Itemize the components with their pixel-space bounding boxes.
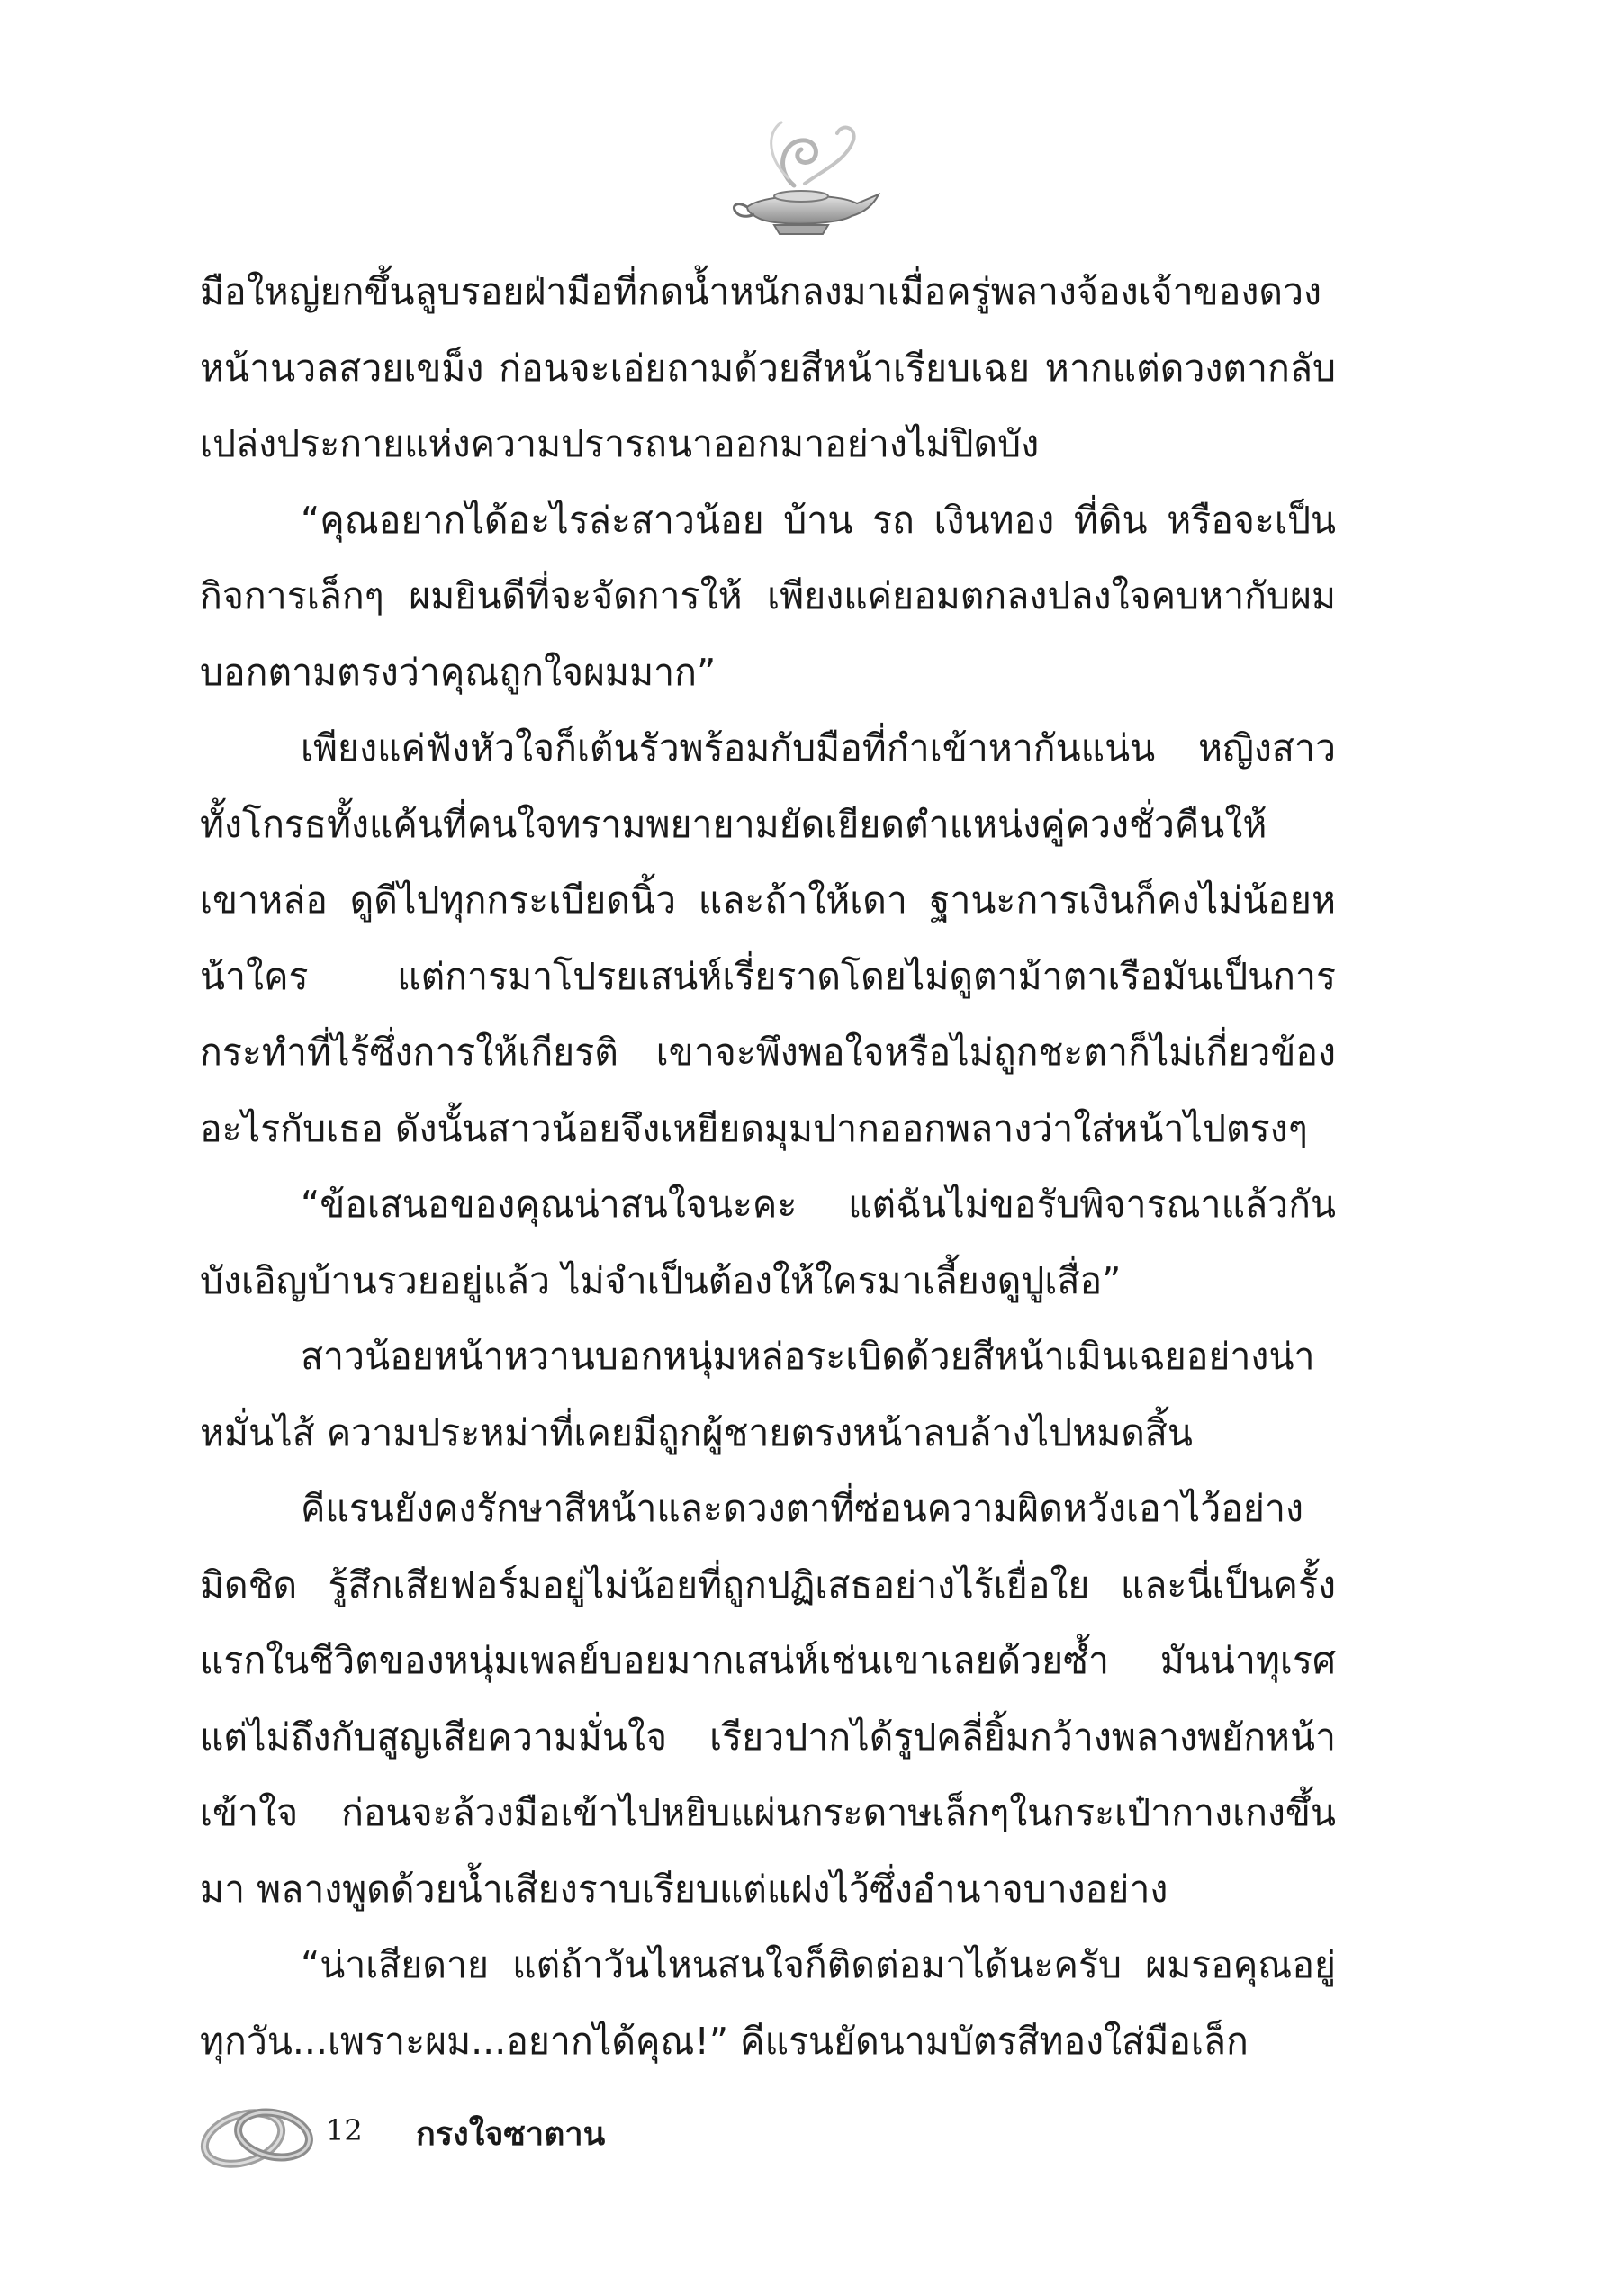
paragraph: มือใหญ่ยกขึ้นลูบรอยฝ่ามือที่กดน้ำหนักลงมาเมื่อครู่พลางจ้องเจ้าของดวงหน้านวลสวยเขม็ง ก่อนจะเอ่ยถามด้วยสีหน้าเรียบเฉย หากแต่ดวงตากลับเปล่งประกายแห่งความปรารถนาออกมาอย่างไม่ปิดบัง [200,270,1336,465]
paragraph: สาวน้อยหน้าหวานบอกหนุ่มหล่อระเบิดด้วยสีหน้าเมินเฉยอย่างน่าหมั่นไส้ ความประหม่าที่เคยมีถูกผู้ชายตรงหน้าลบล้างไปหมดสิ้น [200,1335,1315,1454]
paragraph: คีแรนยังคงรักษาสีหน้าและดวงตาที่ซ่อนความผิดหวังเอาไว้อย่างมิดชิด รู้สึกเสียฟอร์มอยู่ไม่น้อยที่ถูกปฏิเสธอย่างไร้เยื่อใย และนี่เป็นครั้งแรกในชีวิตของหนุ่มเพลย์บอยมากเสน่ห์เช่นเขาเลยด้วยซ้ำ มันน่าทุเรศ แต่ไม่ถึงกับสูญเสียความมั่นใจ เรียวปากได้รูปคลี่ยิ้มกว้างพลางพยักหน้าเข้าใจ ก่อนจะล้วงมือเข้าไปหยิบแผ่นกระดาษเล็กๆในกระเป๋ากางเกงขึ้นมา พลางพูดด้วยน้ำเสียงราบเรียบแต่แฝงไว้ซึ่งอำนาจบางอย่าง [200,1487,1336,1911]
page-footer [191,2086,731,2185]
genie-lamp-icon [711,106,891,241]
paragraph: “คุณอยากได้อะไรล่ะสาวน้อย บ้าน รถ เงินทอง ที่ดิน หรือจะเป็นกิจการเล็กๆ ผมยินดีที่จะจัดการให้ เพียงแค่ยอมตกลงปลงใจคบหากับผม บอกตามตรงว่าคุณถูกใจผมมาก” [200,498,1336,694]
footer-ornament [191,2086,326,2176]
wedding-rings-icon [191,2086,326,2176]
header-ornament [711,106,891,241]
paragraph: “น่าเสียดาย แต่ถ้าวันไหนสนใจก็ติดต่อมาได้นะครับ ผมรอคุณอยู่ทุกวัน...เพราะผม...อยากได้คุณ!” คีแรนยัดนามบัตรสีทองใส่มือเล็ก [200,1943,1336,2063]
paragraph: เพียงแค่ฟังหัวใจก็เต้นรัวพร้อมกับมือที่กำเข้าหากันแน่น หญิงสาวทั้งโกรธทั้งแค้นที่คนใจทรามพยายามยัดเยียดตำแหน่งคู่ควงชั่วคืนให้ เขาหล่อ ดูดีไปทุกกระเบียดนิ้ว และถ้าให้เดา ฐานะการเงินก็คงไม่น้อยหน้าใคร แต่การมาโปรยเสน่ห์เรี่ยราดโดยไม่ดูตาม้าตาเรือมันเป็นการกระทำที่ไร้ซึ่งการให้เกียรติ เขาจะพึงพอใจหรือไม่ถูกชะตาก็ไม่เกี่ยวข้องอะไรกับเธอ ดังนั้นสาวน้อยจึงเหยียดมุมปากออกพลางว่าใส่หน้าไปตรงๆ [200,726,1336,1150]
paragraph: “ข้อเสนอของคุณน่าสนใจนะคะ แต่ฉันไม่ขอรับพิจารณาแล้วกัน บังเอิญบ้านรวยอยู่แล้ว ไม่จำเป็นต้องให้ใครมาเลี้ยงดูปูเสื่อ” [200,1183,1336,1302]
page-number: 12 [326,2113,363,2147]
body-text [200,254,1336,2079]
book-title: กรงใจซาตาน [416,2116,606,2153]
